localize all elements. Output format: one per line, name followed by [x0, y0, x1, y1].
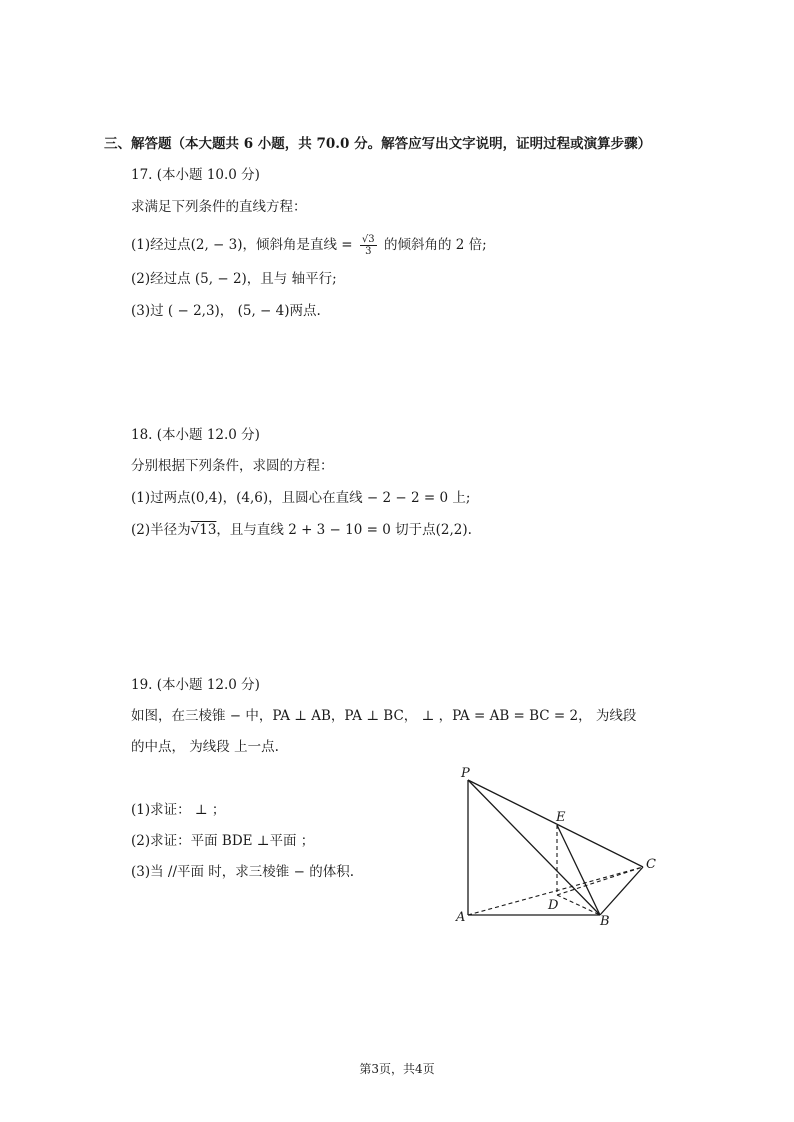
q17-part3: (3)过 ( − 2,3)， (5, − 4)两点.	[131, 303, 321, 319]
edge-BC	[600, 867, 643, 915]
q18-header: 18. (本小题 12.0 分)	[131, 427, 260, 443]
section-title: 三、解答题（本大题共 6 小题，共 70.0 分。解答应写出文字说明，证明过程或演算步骤）	[104, 136, 652, 152]
q17-part1-text-b: 的倾斜角的 2 倍;	[379, 237, 487, 253]
q18-part2-text-a: (2)半径为	[131, 522, 191, 538]
fraction-numerator: √3	[361, 234, 375, 245]
q19-part2: (2)求证：平面 BDE ⊥平面 ；	[131, 833, 315, 849]
label-B: B	[600, 914, 610, 929]
edge-PB	[468, 780, 600, 915]
q17-part1	[131, 234, 487, 257]
q19-part1: (1)求证： ⊥ ；	[131, 802, 226, 818]
q19-part3: (3)当 //平面 时，求三棱锥 − 的体积.	[131, 864, 354, 880]
q19-header: 19. (本小题 12.0 分)	[131, 677, 260, 693]
q18-intro: 分别根据下列条件，求圆的方程：	[131, 458, 334, 474]
q17-header: 17. (本小题 10.0 分)	[131, 167, 260, 183]
label-P: P	[461, 766, 470, 781]
pyramid-figure	[440, 765, 670, 935]
q19-stem-line1: 如图，在三棱锥 − 中，PA ⊥ AB，PA ⊥ BC， ⊥ ，PA = AB = BC = 2， 为线段	[131, 708, 637, 724]
q18-part1: (1)过两点(0,4)，(4,6)，且圆心在直线 − 2 − 2 = 0 上;	[131, 490, 471, 506]
segment-EB	[557, 825, 600, 915]
label-A: A	[456, 910, 466, 925]
dashed-DB	[557, 895, 600, 915]
q17-intro: 求满足下列条件的直线方程：	[131, 199, 307, 215]
page-footer: 第3页，共4页	[359, 1062, 435, 1076]
q17-part2: (2)经过点 (5, − 2)，且与 轴平行;	[131, 271, 337, 287]
q18-part2	[131, 521, 472, 539]
q17-part1-text-a: (1)经过点(2, − 3)，倾斜角是直线 =	[131, 237, 357, 253]
fraction-denominator: 3	[365, 246, 372, 257]
sqrt13: √13	[190, 522, 217, 538]
label-E: E	[556, 810, 566, 825]
q19-stem-line2: 的中点， 为线段 上一点.	[131, 739, 279, 755]
sqrt3-over-3-fraction	[360, 234, 377, 257]
label-C: C	[646, 857, 656, 872]
label-D: D	[548, 898, 559, 913]
q18-part2-text-b: ，且与直线 2 + 3 − 10 = 0 切于点(2,2).	[216, 522, 472, 538]
